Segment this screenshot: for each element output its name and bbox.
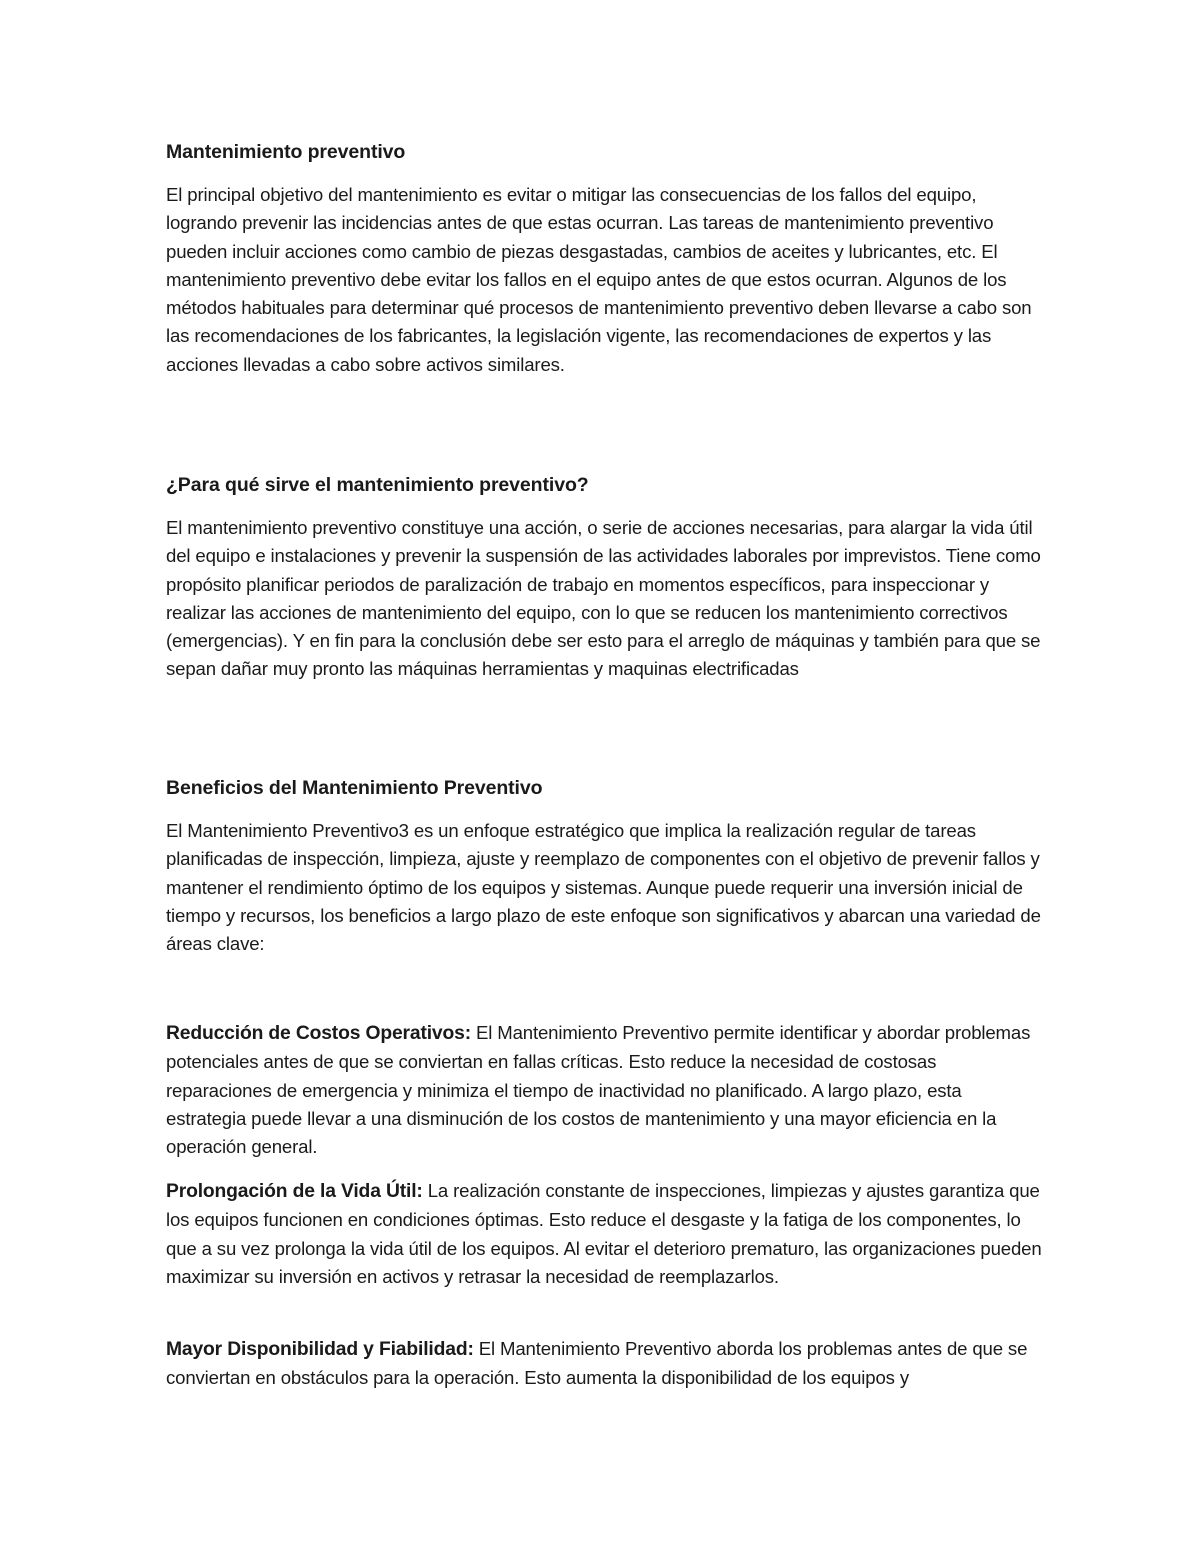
benefit-item [166, 1019, 1046, 1161]
benefit-text: El Mantenimiento Preventivo aborda los problemas antes de que se conviertan en obstáculos para la operación. Esto aumenta la disponibilidad de los equipos y [166, 1338, 1028, 1389]
section-paragraph: El mantenimiento preventivo constituye una acción, o serie de acciones necesarias, para alargar la vida útil del equipo e instalaciones y prevenir la suspensión de las actividades laborales por imprevistos. Tiene como propósito planificar periodos de paralización de trabajo en momentos específicos, para inspeccionar y realizar las acciones de mantenimiento del equipo, con lo que se reducen los mantenimiento correctivos (emergencias). Y en fin para la conclusión debe ser esto para el arreglo de máquinas y también para que se sepan dañar muy pronto las máquinas herramientas y maquinas electrificadas [166, 517, 1041, 680]
benefit-term: Reducción de Costos Operativos: [166, 1023, 471, 1044]
benefit-item [166, 1335, 1046, 1393]
benefit-item [166, 1177, 1046, 1291]
benefit-term: Prolongación de la Vida Útil: [166, 1181, 423, 1202]
section-heading: Beneficios del Mantenimiento Preventivo [166, 777, 543, 799]
benefit-text: El Mantenimiento Preventivo permite identificar y abordar problemas potenciales antes de que se conviertan en fallas críticas. Esto reduce la necesidad de costosas reparaciones de emergencia y minimiza el tiempo de inactividad no planificado. A largo plazo, esta estrategia puede llevar a una disminución de los costos de mantenimiento y una mayor eficiencia en la operación general. [166, 1022, 1031, 1158]
section-para-que-sirve [166, 471, 1046, 684]
section-heading: ¿Para qué sirve el mantenimiento preventivo? [166, 474, 589, 496]
section-beneficios [166, 774, 1046, 958]
section-heading: Mantenimiento preventivo [166, 141, 406, 163]
benefit-text: La realización constante de inspecciones, limpiezas y ajustes garantiza que los equipos funcionen en condiciones óptimas. Esto reduce el desgaste y la fatiga de los componentes, lo que a su vez prolonga la vida útil de los equipos. Al evitar el deterioro prematuro, las organizaciones pueden maximizar su inversión en activos y retrasar la necesidad de reemplazarlos. [166, 1180, 1042, 1287]
benefit-term: Mayor Disponibilidad y Fiabilidad: [166, 1339, 474, 1360]
section-paragraph: El principal objetivo del mantenimiento es evitar o mitigar las consecuencias de los fallos del equipo, logrando prevenir las incidencias antes de que estas ocurran. Las tareas de mantenimiento preventivo pueden incluir acciones como cambio de piezas desgastadas, cambios de aceites y lubricantes, etc. El mantenimiento preventivo debe evitar los fallos en el equipo antes de que estos ocurran. Algunos de los métodos habituales para determinar qué procesos de mantenimiento preventivo deben llevarse a cabo son las recomendaciones de los fabricantes, la legislación vigente, las recomendaciones de expertos y las acciones llevadas a cabo sobre activos similares. [166, 184, 1032, 375]
section-paragraph: El Mantenimiento Preventivo3 es un enfoque estratégico que implica la realización regular de tareas planificadas de inspección, limpieza, ajuste y reemplazo de componentes con el objetivo de prevenir fallos y mantener el rendimiento óptimo de los equipos y sistemas. Aunque puede requerir una inversión inicial de tiempo y recursos, los beneficios a largo plazo de este enfoque son significativos y abarcan una variedad de áreas clave: [166, 820, 1041, 955]
section-mantenimiento-preventivo [166, 138, 1046, 379]
